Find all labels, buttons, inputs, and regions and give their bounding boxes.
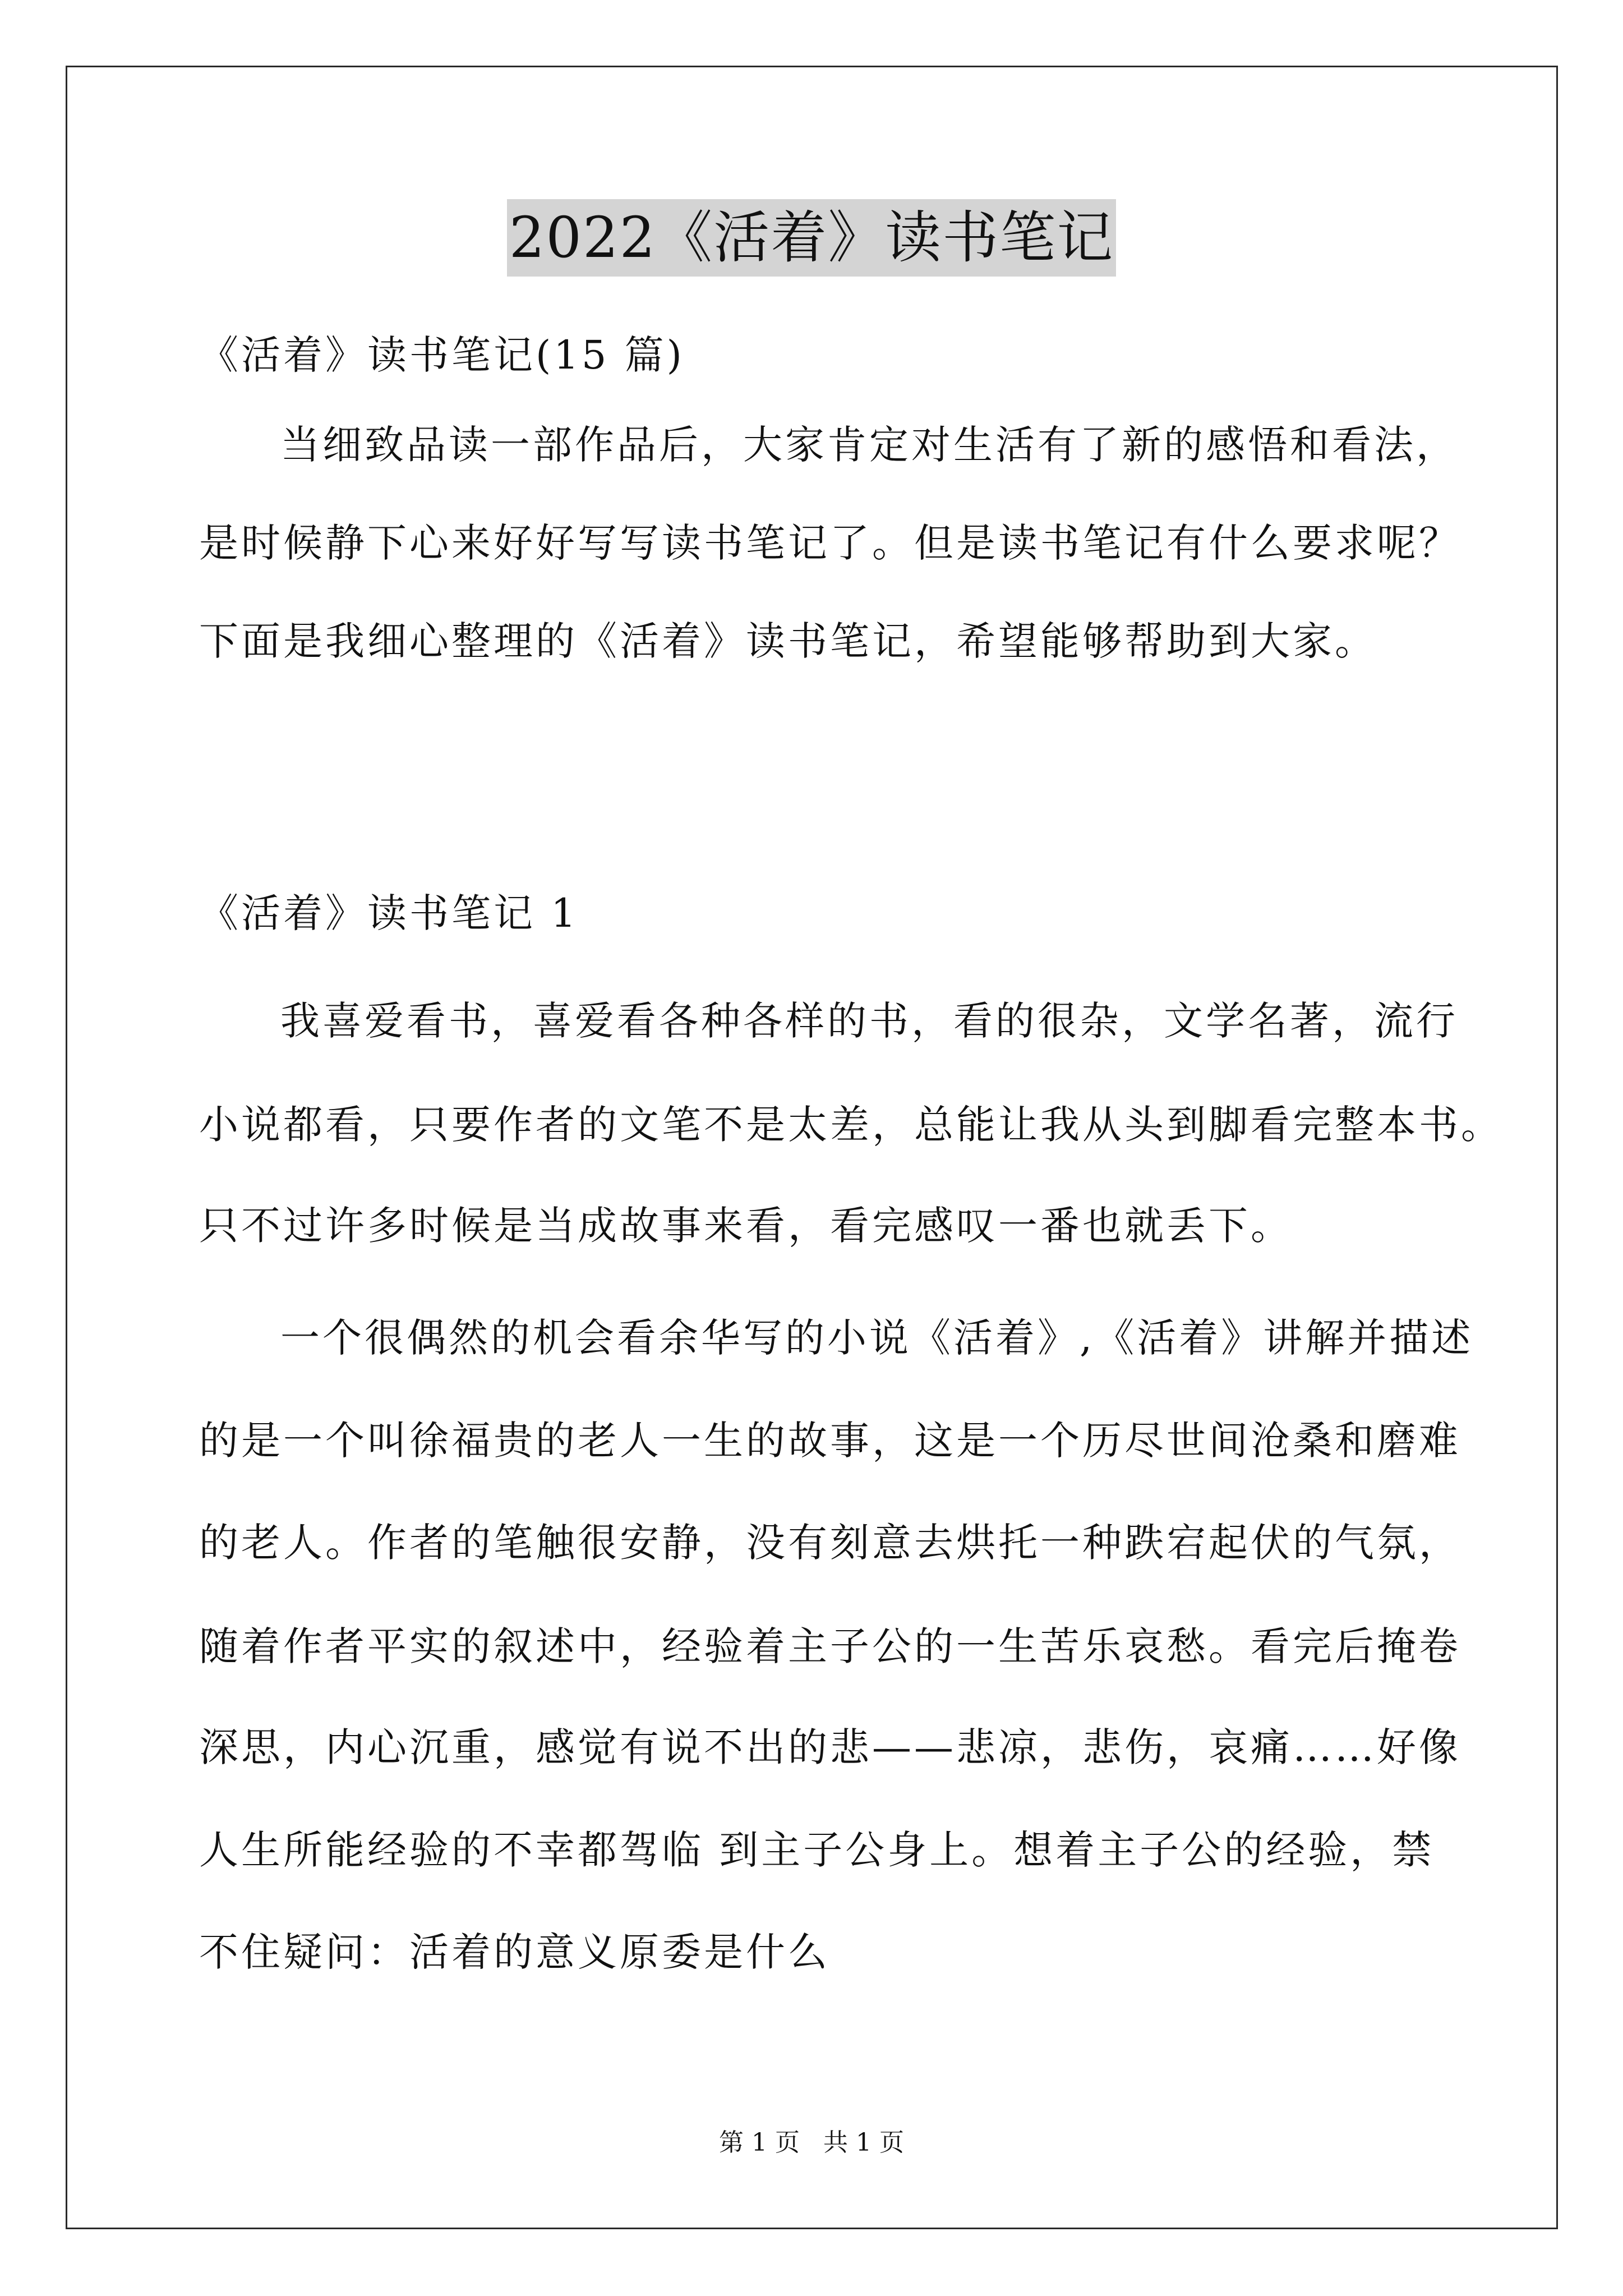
intro-line: 是时候静下心来好好写写读书笔记了。但是读书笔记有什么要求呢？ <box>199 520 1461 566</box>
paragraph-line: 我喜爱看书，喜爱看各种各样的书，看的很杂，文学名著，流行 <box>280 998 1458 1044</box>
intro-line: 下面是我细心整理的《活着》读书笔记，希望能够帮助到大家。 <box>199 618 1377 664</box>
paragraph-line: 一个很偶然的机会看余华写的小说《活着》,《活着》讲解并描述 <box>280 1315 1474 1361</box>
document-title: 2022《活着》读书笔记 <box>507 199 1117 277</box>
paragraph-line: 小说都看，只要作者的文笔不是太差，总能让我从头到脚看完整本书。 <box>199 1102 1503 1148</box>
intro-line: 当细致品读一部作品后，大家肯定对生活有了新的感悟和看法， <box>280 422 1458 468</box>
title-container <box>0 199 1623 277</box>
paragraph-line: 只不过许多时候是当成故事来看，看完感叹一番也就丢下。 <box>199 1203 1293 1249</box>
section-heading: 《活着》读书笔记 1 <box>199 890 579 936</box>
paragraph-line: 的是一个叫徐福贵的老人一生的故事，这是一个历尽世间沧桑和磨难 <box>199 1418 1461 1464</box>
paragraph-line: 随着作者平实的叙述中，经验着主子公的一生苦乐哀愁。看完后掩卷 <box>199 1623 1461 1669</box>
page-number-footer: 第 1 页 共 1 页 <box>719 2128 904 2157</box>
paragraph-line: 人生所能经验的不幸都驾临 到主子公身上。想着主子公的经验，禁 <box>199 1827 1435 1873</box>
paragraph-line: 的老人。作者的笔触很安静，没有刻意去烘托一种跌宕起伏的气氛， <box>199 1520 1461 1566</box>
document-subtitle: 《活着》读书笔记(15 篇) <box>199 332 685 378</box>
paragraph-line: 深思，内心沉重，感觉有说不出的悲——悲凉，悲伤，哀痛……好像 <box>199 1724 1461 1770</box>
paragraph-line: 不住疑问：活着的意义原委是什么 <box>199 1929 830 1975</box>
